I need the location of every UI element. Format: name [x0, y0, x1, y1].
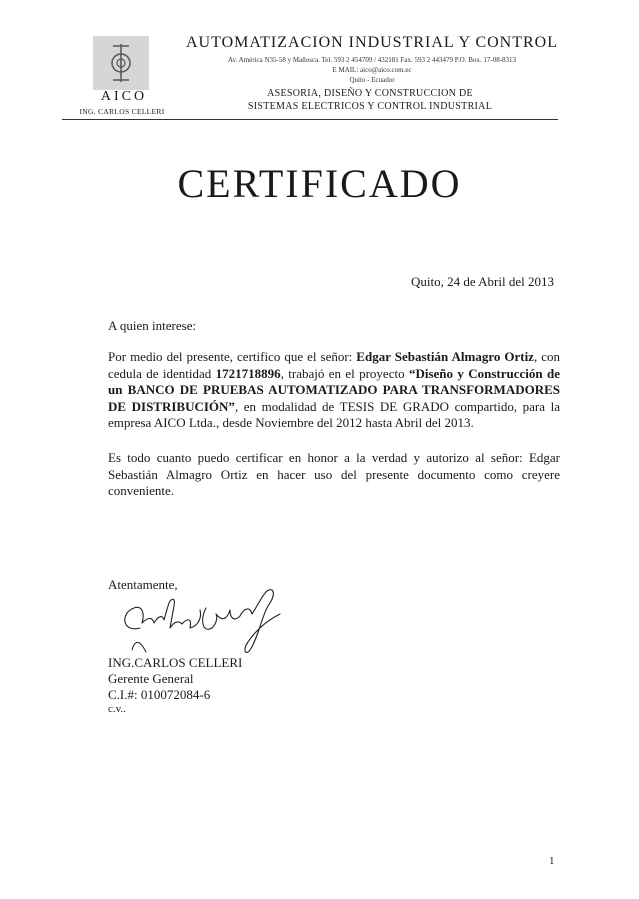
p1-text-2: , con cedula de identidad [108, 349, 560, 381]
logo-person: ING. CARLOS CELLERI [79, 107, 165, 116]
logo-name: AICO [100, 89, 148, 104]
letterhead-divider [62, 119, 558, 120]
document-title: CERTIFICADO [177, 161, 462, 206]
p1-text-4: , en modalidad de TESIS DE GRADO compartido, para la empresa AICO Ltda., desde Noviembre del 2012 hasta Abril del 2013. [108, 398, 560, 430]
p1-text-1: Por medio del presente, certifico que el señor: [108, 349, 357, 364]
signer-id: C.I.#: 010072084-6 [108, 687, 211, 702]
company-services [200, 87, 540, 113]
closing: Atentamente, [108, 577, 178, 592]
handwritten-signature [112, 578, 312, 658]
salutation: A quien interese: [108, 318, 197, 333]
services-line-2: SISTEMAS ELECTRICOS Y CONTROL INDUSTRIAL [247, 101, 493, 112]
p1-text-3: , trabajó en el proyecto [280, 365, 409, 381]
company-logo [93, 36, 149, 90]
company-name: AUTOMATIZACION INDUSTRIAL Y CONTROL [185, 34, 558, 51]
company-address: Av. América N35-58 y Mañosca. Tel. 593 2 454709 / 432181 Fax. 593 2 443479 P.O. Box. 17-08-8313 [227, 56, 517, 64]
page-number: 1 [549, 855, 555, 867]
services-line-1: ASESORIA, DISEÑO Y CONSTRUCCION DE [267, 88, 473, 99]
document-date: Quito, 24 de Abril del 2013 [411, 274, 554, 289]
transformer-icon [93, 36, 149, 90]
project-title: “Diseño y Construcción de un BANCO DE PRUEBAS AUTOMATIZADO PARA TRANSFORMADORES DE DISTRIBUCIÓN” [108, 365, 560, 414]
company-city: Quito - Ecuador [349, 76, 395, 84]
employee-name: Edgar Sebastián Almagro Ortiz [356, 349, 534, 364]
signer-role: Gerente General [108, 671, 194, 686]
certification-paragraph [108, 349, 560, 432]
employee-id: 1721718896 [215, 365, 281, 381]
authorization-paragraph: Es todo cuanto puedo certificar en honor a la verdad y autorizo al señor: Edgar Sebastián Almagro Ortiz en hacer uso del presente documento como creyere conveniente. [108, 450, 560, 498]
carbon-copy: c.v.. [108, 703, 126, 715]
company-email: E MAIL: aico@aico.com.ec [332, 66, 412, 74]
signer-name: ING.CARLOS CELLERI [108, 655, 243, 670]
